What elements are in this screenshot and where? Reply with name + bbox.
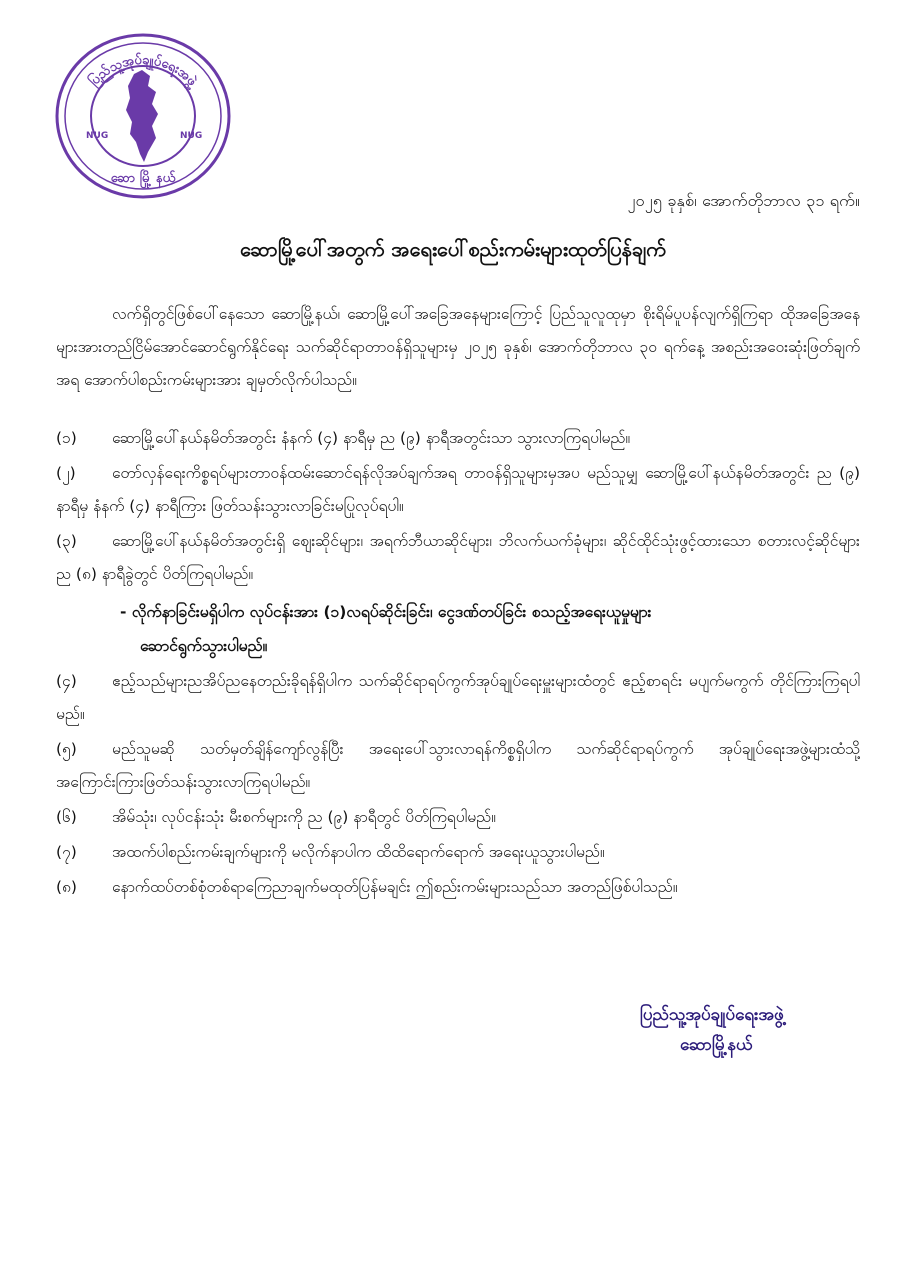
item-text: အိမ်သုံး၊ လုပ်ငန်းသုံး မီးစက်များကို ည (၉) နာရီတွင် ပိတ်ကြရပါမည်။ (112, 808, 496, 826)
item-number: (၄) (56, 672, 77, 690)
item-number: (၃) (56, 532, 77, 550)
list-item (56, 836, 860, 869)
item-number: (၇) (56, 843, 77, 861)
list-item (56, 457, 860, 523)
item-text: ဆောမြို့ပေါ်နယ်နမိတ်အတွင်းရှိ စျေးဆိုင်များ၊ အရက်ဘီယာဆိုင်များ၊ ဘိလက်ယက်ခုံများ၊ ဆိုင်ထိုင်သုံးဖွင့်ထားသော စတားလင့်ဆိုင်များ ည (၈) နာရီခွဲတွင် ပိတ်ကြရပါမည်။ (56, 532, 860, 583)
seal-arc-text: ပြည်သူ့အုပ်ချုပ်ရေးအဖွဲ့ (86, 52, 200, 90)
list-item (56, 801, 860, 834)
item-text: ဧည့်သည်များညအိပ်ညနေတည်းခိုရန်ရှိပါက သက်ဆိုင်ရာရပ်ကွက်အုပ်ချုပ်ရေးမှူးများထံတွင် ဧည့်စာရင်း မပျက်မကွက် တိုင်ကြားကြရပါမည်။ (56, 672, 860, 723)
penalty-note-line2: ဆောင်ရွက်သွားပါမည်။ (140, 637, 268, 655)
item-text: တော်လှန်ရေးကိစ္စရပ်များတာဝန်ထမ်းဆောင်ရန်လိုအပ်ချက်အရ တာဝန်ရှိသူများမှအပ မည်သူမျှ ဆောမြို့ပေါ်နယ်နမိတ်အတွင်း ည (၉) နာရီမှ နံနက် (၄) နာရီကြား ဖြတ်သန်းသွားလာခြင်းမပြုလုပ်ရပါ။ (56, 464, 860, 515)
item-text: မည်သူမဆို သတ်မှတ်ချိန်ကျော်လွန်ပြီး အရေးပေါ်သွားလာရန်ကိစ္စရှိပါက သက်ဆိုင်ရာရပ်ကွက် အုပ်ချုပ်ရေးအဖွဲ့များထံသို့ အကြောင်းကြားဖြတ်သန်းသွားလာကြရပါမည်။ (56, 740, 860, 791)
item-text: ဆောမြို့ပေါ်နယ်နမိတ်အတွင်း နံနက် (၄) နာရီမှ ည (၉) နာရီအတွင်းသာ သွားလာကြရပါမည်။ (112, 429, 631, 447)
item-number: (၂) (56, 464, 76, 482)
list-item (56, 871, 860, 904)
penalty-note-line1: - လိုက်နာခြင်းမရှိပါက လုပ်ငန်းအား (၁)လရပ်ဆိုင်းခြင်း၊ ငွေဒဏ်တပ်ခြင်း စသည့်အရေးယူမှုများ (120, 603, 652, 621)
list-item (56, 665, 860, 731)
item-number: (၅) (56, 740, 77, 758)
document-title: ဆောမြို့ပေါ်အတွက် အရေးပေါ်စည်းကမ်းများထုတ်ပြန်ချက် (240, 237, 666, 261)
organization-seal (52, 30, 234, 202)
seal-bottom-text: ဆော မြို့ နယ် (110, 171, 176, 186)
item-number: (၁) (56, 429, 77, 447)
item-text: နောက်ထပ်တစ်စုံတစ်ရာကြေညာချက်မထုတ်ပြန်မချင်း ဤစည်းကမ်းများသည်သာ အတည်ဖြစ်ပါသည်။ (112, 878, 678, 896)
seal-left-mark: NUG (86, 131, 109, 141)
signature-city: ဆောမြို့နယ် (680, 1035, 753, 1055)
list-item (56, 422, 860, 455)
seal-emblem-icon (52, 30, 234, 202)
map-silhouette-icon (126, 70, 158, 162)
intro-paragraph: လက်ရှိတွင်ဖြစ်ပေါ်နေသော ဆောမြို့နယ်၊ ဆောမြို့ပေါ်အခြေအနေများကြောင့် ပြည်သူလူထုမှာ စိုးရိမ်ပူပန်လျက်ရှိကြရာ ထိုအခြေအနေများအားတည်ငြိမ်အောင်ဆောင်ရွက်နိုင်ရေး သက်ဆိုင်ရာတာဝန်ရှိသူများမှ ၂၀၂၅ ခုနှစ်၊ အောက်တိုဘာလ ၃၀ ရက်နေ့ အစည်းအဝေးဆုံးဖြတ်ချက်အရ အောက်ပါစည်းကမ်းများအား ချမှတ်လိုက်ပါသည်။ (56, 305, 860, 389)
item-number: (၈) (56, 878, 77, 896)
list-item (56, 525, 860, 591)
issue-date: ၂၀၂၅ ခုနှစ်၊ အောက်တိုဘာလ ၃၁ ရက်။ (627, 191, 860, 210)
rules-list (56, 422, 860, 906)
signature-block (640, 1000, 840, 1060)
item-number: (၆) (56, 808, 77, 826)
list-item (56, 733, 860, 799)
signature-organization: ပြည်သူ့အုပ်ချုပ်ရေးအဖွဲ့ (640, 1005, 784, 1025)
seal-right-mark: NUG (180, 131, 203, 141)
penalty-note (56, 595, 860, 663)
item-text: အထက်ပါစည်းကမ်းချက်များကို မလိုက်နာပါက ထိထိရောက်ရောက် အရေးယူသွားပါမည်။ (112, 843, 605, 861)
